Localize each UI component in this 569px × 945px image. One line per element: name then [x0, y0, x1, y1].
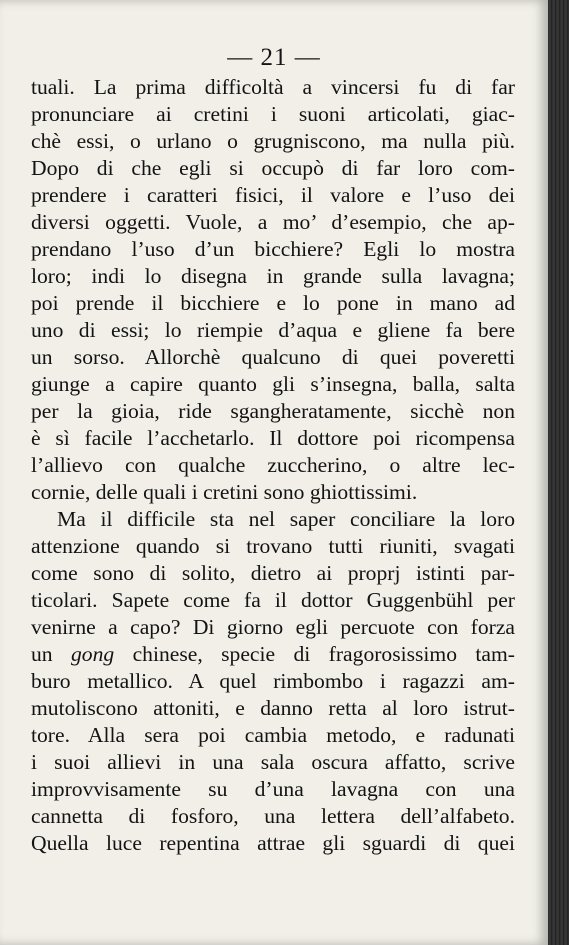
text-line: buro metallico. A quel rimbombo i ragazzi am- [31, 669, 515, 693]
text-line: loro; indi lo disegna in grande sulla lavagna; [31, 264, 515, 288]
text-line: un sorso. Allorchè qualcuno di quei poveretti [31, 345, 515, 369]
text-line: tuali. La prima difficoltà a vincersi fu di far [31, 75, 515, 99]
text-line: venirne a capo? Di giorno egli percuote con forza [31, 615, 515, 639]
text-line: uno di essi; lo riempie d’aqua e gliene fa bere [31, 318, 515, 342]
page-number: — 21 — [227, 44, 321, 71]
text-line: come sono di solito, dietro ai proprj istinti par- [31, 561, 515, 585]
text-line: prendano l’uso d’un bicchiere? Egli lo mostra [31, 237, 515, 261]
text-line: cornie, delle quali i cretini sono ghiottissimi. [31, 480, 418, 504]
text-line: attenzione quando si trovano tutti riuniti, svagati [31, 534, 515, 558]
text-line: chè essi, o urlano o grugniscono, ma nulla più. [31, 129, 515, 153]
text-line: prendere i caratteri fisici, il valore e l’uso dei [31, 183, 515, 207]
text-line: l’allievo con qualche zuccherino, o altre lec- [31, 453, 515, 477]
text-line: tore. Alla sera poi cambia metodo, e radunati [31, 723, 515, 747]
text-line: un gong chinese, specie di fragorosissimo tam- [31, 642, 515, 666]
text-line: mutoliscono attoniti, e danno retta al loro istrut- [31, 696, 515, 720]
text-line: ticolari. Sapete come fa il dottor Guggenbühl per [31, 588, 515, 612]
text-line: cannetta di fosforo, una lettera dell’alfabeto. [31, 804, 515, 828]
text-line: giunge a capire quanto gli s’insegna, balla, salta [31, 372, 515, 396]
text-line: improvvisamente su d’una lavagna con una [31, 777, 515, 801]
text-line: i suoi allievi in una sala oscura affatto, scrive [31, 750, 515, 774]
text-line: poi prende il bicchiere e lo pone in mano ad [31, 291, 515, 315]
body-text [31, 74, 515, 857]
text-line: è sì facile l’acchetarlo. Il dottore poi ricompensa [31, 426, 515, 450]
text-line: Dopo di che egli si occupò di far loro com- [31, 156, 515, 180]
text-line: pronunciare ai cretini i suoni articolati, giac- [31, 102, 515, 126]
page-stack-edge [548, 0, 569, 945]
text-line: per la gioia, ride sgangheratamente, sicchè non [31, 399, 515, 423]
text-line: Quella luce repentina attrae gli sguardi di quei [31, 831, 515, 855]
text-line: diversi oggetti. Vuole, a mo’ d’esempio, che ap- [31, 210, 515, 234]
text-line: Ma il difficile sta nel saper conciliare la loro [57, 507, 515, 531]
